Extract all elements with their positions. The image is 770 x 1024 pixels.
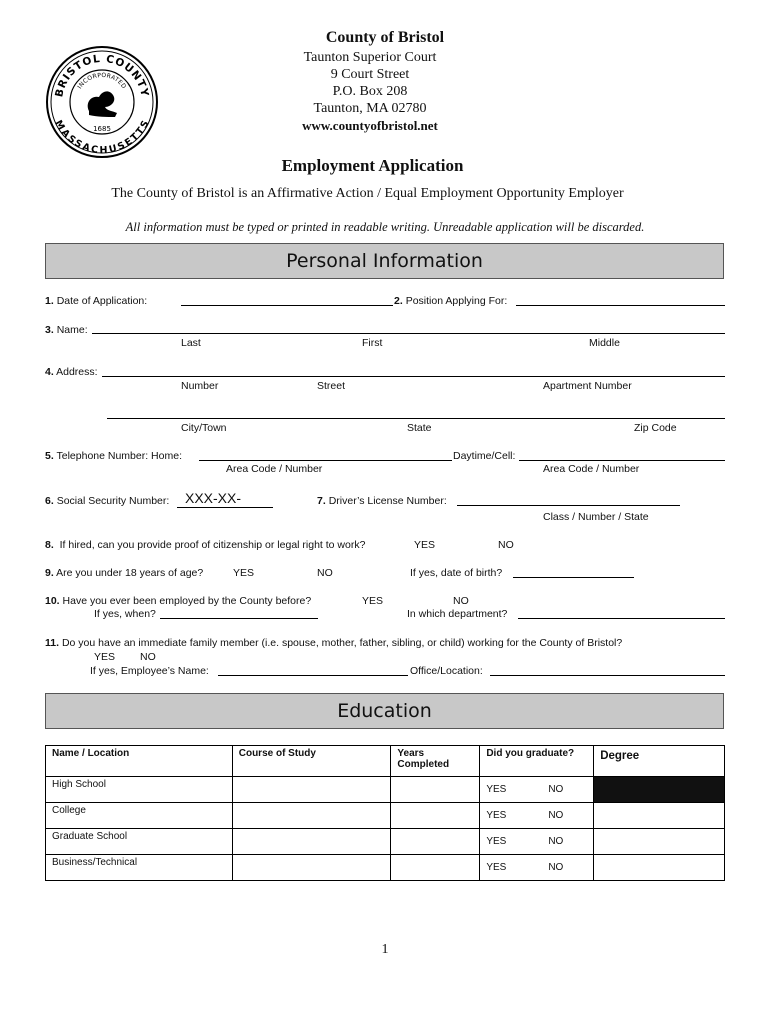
- table-header-row: [46, 746, 725, 777]
- website: www.countyofbristol.net: [302, 118, 438, 133]
- ssn-value: XXX-XX-: [185, 490, 242, 506]
- course-cell[interactable]: [232, 855, 391, 881]
- education-table: [45, 745, 725, 881]
- q10-label: 10. Have you ever been employed by the County before?: [45, 595, 312, 607]
- street-address: 9 Court Street: [330, 67, 410, 82]
- table-row: [46, 855, 725, 881]
- years-cell[interactable]: [391, 803, 480, 829]
- address-state-caption: State: [407, 422, 432, 434]
- department-field[interactable]: [518, 618, 725, 619]
- table-row: [46, 829, 725, 855]
- course-cell[interactable]: [232, 803, 391, 829]
- header-course-of-study: Course of Study: [232, 746, 391, 777]
- header-years-completed: Years Completed: [391, 746, 480, 777]
- cell-area-code-caption: Area Code / Number: [543, 463, 640, 475]
- seal-bottom-text: MASSACHUSETTS: [52, 118, 152, 157]
- q10-dept-label: In which department?: [407, 608, 508, 620]
- name-middle-caption: Middle: [589, 337, 620, 349]
- table-row: [46, 777, 725, 803]
- header-degree: Degree: [594, 746, 725, 777]
- date-of-application-field[interactable]: [181, 305, 393, 306]
- row-label-college: College: [46, 803, 233, 829]
- eeo-statement: The County of Bristol is an Affirmative Action / Equal Employment Opportunity Employer: [111, 186, 624, 201]
- q9-label: 9. Are you under 18 years of age?: [45, 567, 204, 579]
- q11-label: 11. Do you have an immediate family member (i.e. spouse, mother, father, sibling, or child) working for the County of Bristol?: [45, 637, 623, 649]
- years-cell[interactable]: [391, 855, 480, 881]
- q6-label: 6. Social Security Number:: [45, 495, 170, 507]
- address-city-caption: City/Town: [181, 422, 227, 434]
- home-phone-field[interactable]: [199, 460, 452, 461]
- address-number-caption: Number: [181, 380, 219, 392]
- graduate-no-option[interactable]: NO: [548, 836, 564, 847]
- graduate-cell: [480, 855, 594, 881]
- ssn-field[interactable]: [177, 507, 273, 508]
- q7-label: 7. Driver’s License Number:: [317, 495, 447, 507]
- table-row: [46, 803, 725, 829]
- position-applying-field[interactable]: [516, 305, 725, 306]
- q10-when-label: If yes, when?: [94, 608, 156, 620]
- instructions: All information must be typed or printed in readable writing. Unreadable application will be discarded.: [125, 220, 645, 234]
- q8-no-option[interactable]: NO: [498, 539, 514, 551]
- graduate-cell: [480, 777, 594, 803]
- q11-office-label: Office/Location:: [410, 665, 483, 677]
- date-of-birth-field[interactable]: [513, 577, 634, 578]
- county-title: County of Bristol: [325, 29, 445, 46]
- address-line-2-field[interactable]: [107, 418, 725, 419]
- q9-dob-label: If yes, date of birth?: [410, 567, 503, 579]
- form-title: Employment Application: [281, 156, 464, 175]
- graduate-yes-option[interactable]: YES: [486, 862, 507, 873]
- seal-top-text: BRISTOL COUNTY: [53, 52, 151, 99]
- q11-no-option[interactable]: NO: [140, 651, 156, 663]
- q9-no-option[interactable]: NO: [317, 567, 333, 579]
- city-state-zip: Taunton, MA 02780: [313, 101, 427, 116]
- address-apt-caption: Apartment Number: [543, 380, 632, 392]
- employed-when-field[interactable]: [160, 618, 318, 619]
- q2-label: 2. Position Applying For:: [394, 295, 508, 307]
- course-cell[interactable]: [232, 829, 391, 855]
- q4-label: 4. Address:: [45, 366, 98, 378]
- q5-label: 5. Telephone Number: Home:: [45, 450, 182, 462]
- section-personal-information: Personal Information: [45, 243, 724, 279]
- section-education: Education: [45, 693, 724, 729]
- q8-yes-option[interactable]: YES: [414, 539, 436, 551]
- years-cell[interactable]: [391, 777, 480, 803]
- court-address: [0, 49, 740, 134]
- q11-yes-option[interactable]: YES: [94, 651, 116, 663]
- years-cell[interactable]: [391, 829, 480, 855]
- degree-cell[interactable]: [594, 803, 725, 829]
- q1-label: 1. Date of Application:: [45, 295, 148, 307]
- graduate-yes-option[interactable]: YES: [486, 784, 507, 795]
- employee-name-field[interactable]: [218, 675, 408, 676]
- po-box: P.O. Box 208: [332, 84, 408, 99]
- row-label-business-technical: Business/Technical: [46, 855, 233, 881]
- graduate-cell: [480, 829, 594, 855]
- seal-inner-text: INCORPORATED: [76, 71, 128, 91]
- graduate-no-option[interactable]: NO: [548, 862, 564, 873]
- graduate-no-option[interactable]: NO: [548, 810, 564, 821]
- seal-year: 1685: [93, 125, 111, 133]
- office-location-field[interactable]: [490, 675, 725, 676]
- name-field[interactable]: [92, 333, 725, 334]
- q11-name-label: If yes, Employee’s Name:: [90, 665, 209, 677]
- address-line-1-field[interactable]: [102, 376, 725, 377]
- name-first-caption: First: [362, 337, 383, 349]
- q9-yes-option[interactable]: YES: [233, 567, 255, 579]
- q10-no-option[interactable]: NO: [453, 595, 469, 607]
- graduate-yes-option[interactable]: YES: [486, 836, 507, 847]
- name-last-caption: Last: [181, 337, 201, 349]
- daytime-phone-field[interactable]: [519, 460, 725, 461]
- license-caption: Class / Number / State: [543, 511, 649, 523]
- address-street-caption: Street: [317, 380, 346, 392]
- row-label-graduate-school: Graduate School: [46, 829, 233, 855]
- q8-label: 8. If hired, can you provide proof of citizenship or legal right to work?: [45, 539, 366, 551]
- page-number: 1: [381, 942, 389, 957]
- course-cell[interactable]: [232, 777, 391, 803]
- graduate-no-option[interactable]: NO: [548, 784, 564, 795]
- degree-cell[interactable]: [594, 855, 725, 881]
- degree-cell[interactable]: [594, 829, 725, 855]
- row-label-high-school: High School: [46, 777, 233, 803]
- graduate-cell: [480, 803, 594, 829]
- drivers-license-field[interactable]: [457, 505, 680, 506]
- header-did-you-graduate: Did you graduate?: [480, 746, 594, 777]
- daytime-cell-label: Daytime/Cell:: [453, 450, 516, 462]
- graduate-yes-option[interactable]: YES: [486, 810, 507, 821]
- degree-cell[interactable]: [594, 777, 725, 803]
- q3-label: 3. Name:: [45, 324, 88, 336]
- address-zip-caption: Zip Code: [634, 422, 677, 434]
- q10-yes-option[interactable]: YES: [362, 595, 384, 607]
- home-area-code-caption: Area Code / Number: [226, 463, 323, 475]
- header-name-location: Name / Location: [46, 746, 233, 777]
- court-name: Taunton Superior Court: [303, 50, 437, 65]
